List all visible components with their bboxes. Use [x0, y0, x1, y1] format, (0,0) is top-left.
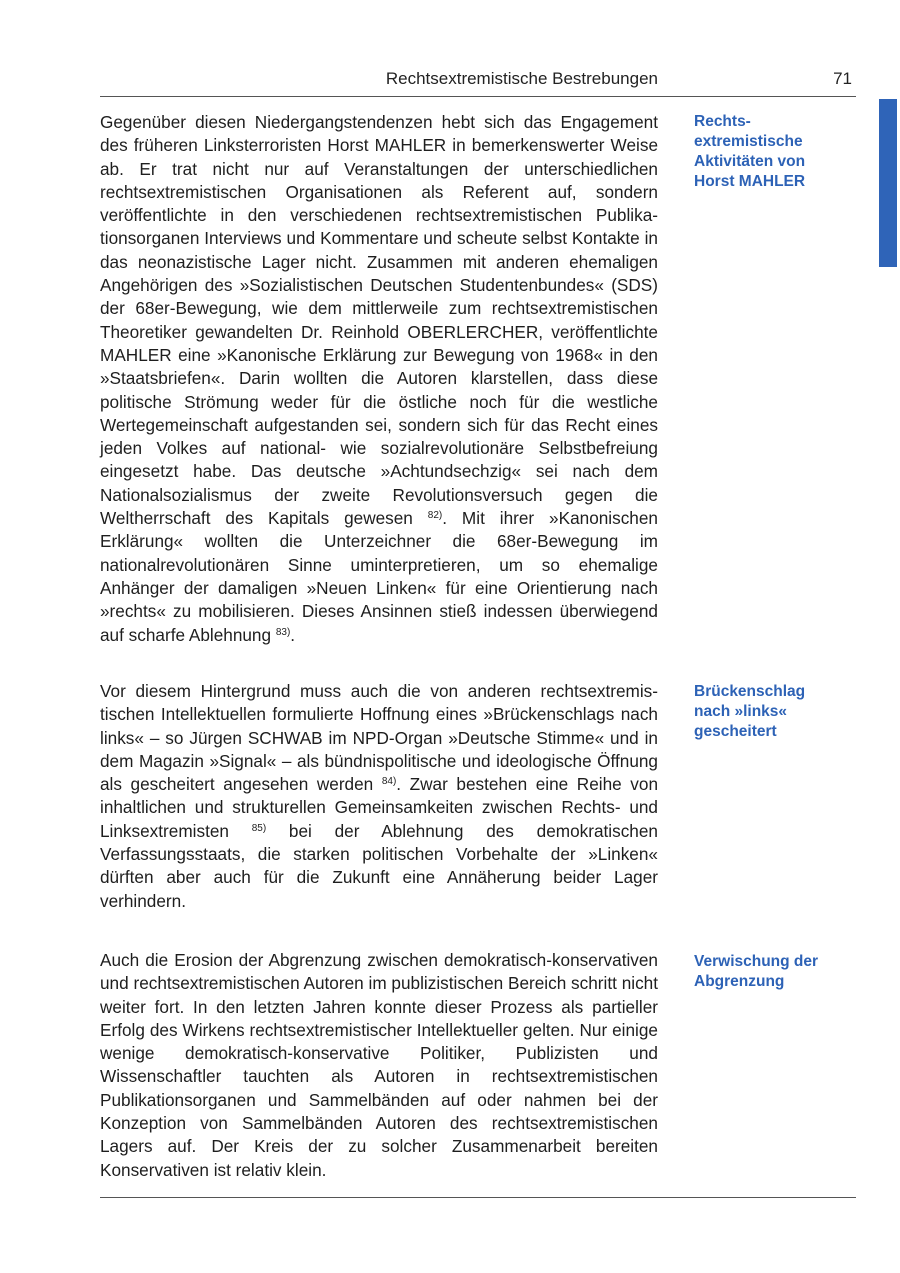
paragraph-mahler-activities [100, 111, 658, 647]
margin-note-line: Verwischung der [694, 953, 819, 970]
paragraph-text: . Mit ihrer »Kanonischen Erklärung« wollten die Unterzeichner die 68er-Bewegung im nationalrevolutionären Sinne uminterpretieren, um so ehemalige Anhänger der damaligen »Neuen Linken« für eine Orientierung nach »rechts« zu mobilisieren. Dieses Ansinnen stieß indessen überwiegend auf scharfe Ablehnung [100, 508, 658, 645]
page-number: 71 [833, 69, 852, 88]
margin-note-brueckenschlag [694, 682, 854, 742]
paragraph-text: . Zwar bestehen eine Reihe von inhaltlichen und strukturellen Gemeinsamkeiten zwischen Rechts- und Linksextremisten [100, 774, 658, 841]
margin-note-line: nach »links« [694, 703, 788, 720]
margin-note-line: extremistische [694, 133, 803, 150]
footnote-ref: 85) [251, 822, 267, 834]
footnote-ref: 82) [427, 510, 443, 522]
footer-rule [100, 1197, 856, 1198]
footnote-ref: 84) [381, 776, 397, 788]
chapter-thumb-tab [879, 99, 897, 267]
paragraph-text: Gegenüber diesen Niedergangstendenzen hebt sich das Engagement des früheren Linksterroristen Horst MAHLER in bemerkenswerter Weise ab. Er trat nicht nur auf Veranstaltungen der unterschiedlichen rechtsextremistischen Organisationen als Referent auf, sondern veröffentlichte in den verschiedenen rechtsextremistischen Publikationsorganen Interviews und Kommentare und scheute selbst Kontakte in das neonazistische Lager nicht. Zusammen mit anderen ehemaligen Angehörigen des »Sozialistischen Deutschen Studentenbundes« (SDS) der 68er-Bewegung, wie dem mittlerweile zum rechtsextremistischen Theoretiker gewandelten Dr. Reinhold OBERLERCHER, veröffentlichte MAHLER eine »Kanonische Erklärung zur Bewegung von 1968« in den »Staatsbriefen«. Darin wollten die Autoren klarstellen, dass diese politische Strömung weder für die östliche noch für die westliche Wertegemeinschaft aufgestanden sei, sondern sich für das Recht eines jeden Volkes auf national- wie sozialrevolutionäre Selbstbefreiung eingesetzt habe. Das deutsche »Achtundsechzig« sei nach dem Nationalsozialismus der zweite Revolutionsversuch gegen die Weltherrschaft des Kapitals gewesen [100, 112, 658, 529]
running-title: Rechtsextremistische Bestrebungen [385, 69, 658, 88]
margin-note-line: Horst MAHLER [694, 173, 806, 190]
paragraph-text: bei der Ablehnung des demokratischen Verfassungsstaats, die starken politischen Vorbehalte der »Linken« dürften aber auch für die Zukunft eine Annäherung beider Lager verhindern. [100, 820, 658, 911]
margin-note-line: gescheitert [694, 723, 777, 740]
margin-note-line: Rechts- [694, 113, 751, 130]
running-header [100, 64, 856, 97]
paragraph-text: Vor diesem Hintergrund muss auch die von anderen rechtsextremistischen Intellektuellen formulierte Hoffnung eines »Brückenschlags nach links« – so Jürgen SCHWAB im NPD-Organ »Deutsche Stimme« und in dem Magazin »Signal« – als bündnispolitische und ideologische Öffnung als gescheitert angesehen werden [100, 681, 658, 795]
paragraph-abgrenzung [100, 949, 658, 1182]
paragraph-brueckenschlag [100, 680, 658, 913]
paragraph-text: Auch die Erosion der Abgrenzung zwischen demokratisch-konservativen und rechtsextremistischen Autoren im publizistischen Bereich schritt nicht weiter fort. In den letzten Jahren konnte dieser Prozess als partieller Erfolg des Wirkens rechtsextremistischer Intellektueller gelten. Nur einige wenige demokratisch-konservative Politiker, Publizisten und Wissenschaftler tauchten als Autoren in rechtsextremistischen Publikationsorganen und Sammelbänden auf oder nahmen bei der Konzeption von Sammelbänden Autoren des rechtsextremistischen Lagers auf. Der Kreis der zu solcher Zusammenarbeit bereiten Konservativen ist relativ klein. [100, 950, 658, 1180]
paragraph-text: . [290, 624, 296, 645]
margin-note-mahler [694, 112, 854, 192]
margin-note-line: Abgrenzung [694, 973, 785, 990]
margin-note-line: Aktivitäten von [694, 153, 806, 170]
footnote-ref: 83) [275, 626, 291, 638]
margin-note-abgrenzung [694, 952, 854, 992]
margin-note-line: Brückenschlag [694, 683, 806, 700]
